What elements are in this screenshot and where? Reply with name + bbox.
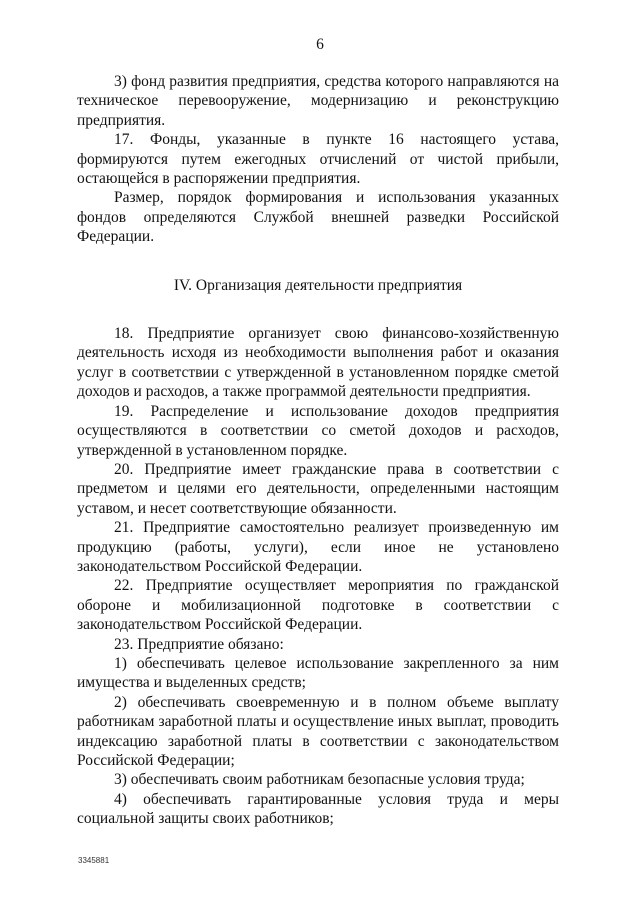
list-item-2: 2) обеспечивать своевременную и в полном объеме выплату работникам заработной платы и осуществление иных выплат, проводить индексацию заработной платы в соответствии с законодательством Российской Федерации; — [77, 693, 559, 769]
section-heading: IV. Организация деятельности предприятия — [173, 276, 463, 294]
paragraph-18: 18. Предприятие организует свою финансово-хозяйственную деятельность исходя из необходимости выполнения работ и оказания услуг в соответствии с утвержденной в установленном порядке сметой доходов и расходов, а также программой деятельности предприятия. — [77, 325, 559, 401]
paragraph-23: 23. Предприятие обязано: — [114, 635, 284, 653]
paragraph-20: 20. Предприятие имеет гражданские права в соответствии с предметом и целями его деятельности, определенными настоящим уставом, и несет соответствующие обязанности. — [77, 460, 559, 517]
paragraph-21: 21. Предприятие самостоятельно реализует произведенную им продукцию (работы, услуги), если иное не установлено законодательством Российской Федерации. — [77, 519, 559, 575]
list-item-4: 4) обеспечивать гарантированные условия труда и меры социальной защиты своих работников; — [77, 790, 559, 828]
list-item-1: 1) обеспечивать целевое использование закрепленного за ним имущества и выделенных средств; — [77, 654, 559, 692]
document-body — [77, 72, 559, 829]
page-number: 6 — [316, 36, 324, 53]
paragraph-fund-development: 3) фонд развития предприятия, средства которого направляются на техническое перевооружение, модернизацию и реконструкцию предприятия. — [77, 73, 559, 129]
paragraph-17: 17. Фонды, указанные в пункте 16 настоящего устава, формируются путем ежегодных отчислений от чистой прибыли, остающейся в распоряжении предприятия. — [77, 131, 559, 188]
paragraph-fund-size: Размер, порядок формирования и использования указанных фондов определяются Службой внешней разведки Российской Федерации. — [77, 189, 559, 246]
paragraph-19: 19. Распределение и использование доходов предприятия осуществляются в соответствии со сметой доходов и расходов, утвержденной в установленном порядке. — [77, 402, 559, 459]
paragraph-22: 22. Предприятие осуществляет мероприятия по гражданской обороне и мобилизационной подготовке в соответствии с законодательством Российской Федерации. — [77, 577, 559, 634]
list-item-3: 3) обеспечивать своим работникам безопасные условия труда; — [114, 771, 525, 789]
document-id: 3345881 — [78, 856, 110, 865]
